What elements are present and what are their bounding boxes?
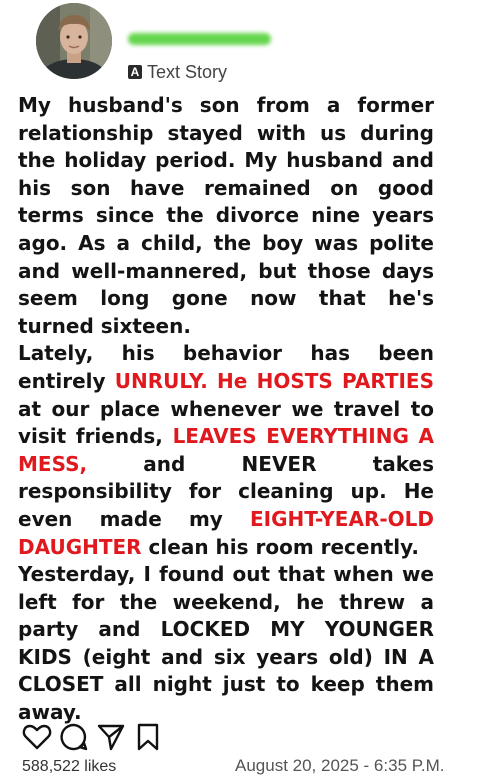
username-blurred[interactable] [128, 33, 271, 45]
text-story-icon: A [128, 65, 142, 79]
highlight-mess: LEAVES EVERYTHING A MESS, [18, 424, 434, 476]
share-icon[interactable] [96, 722, 126, 752]
story-paragraph-3: Yesterday, I found out that when we left for the weekend, he threw a party and LOCKED MY YOUNGER KIDS (eight and six years old) IN A CLOSET all night just to keep them away. [18, 562, 434, 725]
comment-icon[interactable] [59, 722, 89, 752]
bookmark-icon[interactable] [133, 722, 163, 752]
highlight-daughter: EIGHT-YEAR-OLD DAUGHTER [18, 506, 434, 559]
story-type-tag [128, 61, 227, 83]
story-text-segment: clean his room recently. [141, 534, 419, 559]
story-text-segment: at our place whenever we travel to visit friends, [18, 396, 434, 449]
story-text-segment: and NEVER takes responsibility for cleaning up. He even made my [18, 451, 434, 531]
heart-icon[interactable] [22, 722, 52, 752]
avatar-photo [36, 3, 112, 79]
post-actions [22, 722, 163, 752]
story-text-segment: Lately, his behavior has been entirely [18, 341, 434, 393]
story-paragraph-2 [18, 340, 434, 561]
highlight-unruly-parties: UNRULY. He HOSTS PARTIES [114, 368, 434, 393]
story-text [18, 92, 434, 727]
story-paragraph-1: My husband's son from a former relationship stayed with us during the holiday period. My husband and his son have remained on good terms since the divorce nine years ago. As a child, the boy was polite and well-mannered, but those days seem long gone now that he's turned sixteen. [18, 93, 434, 338]
likes-count[interactable]: 588,522 likes [22, 758, 117, 775]
post-date: August 20, 2025 - 6:35 P.M. [235, 756, 445, 775]
post-header [0, 0, 477, 95]
avatar[interactable] [36, 3, 112, 79]
story-type-label: Text Story [147, 61, 228, 82]
